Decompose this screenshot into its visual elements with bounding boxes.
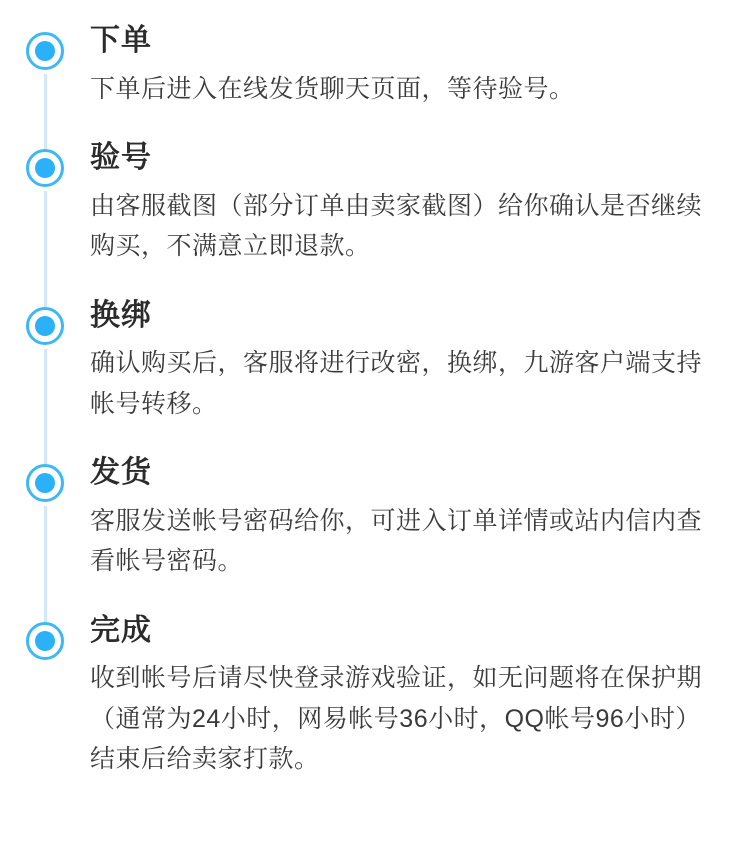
step-description: 客服发送帐号密码给你，可进入订单详情或站内信内查看帐号密码。 — [90, 506, 703, 575]
timeline-step-content — [90, 18, 728, 135]
timeline-connector — [44, 191, 47, 307]
timeline-step-content — [90, 293, 728, 451]
timeline-step-content — [90, 608, 728, 806]
step-title: 发货 — [90, 456, 152, 489]
step-description: 下单后进入在线发货聊天页面，等待验号。 — [90, 74, 575, 103]
timeline-connector — [44, 506, 47, 622]
step-description: 收到帐号后请尽快登录游戏验证，如无问题将在保护期（通常为24小时，网易帐号36小时，QQ帐号96小时）结束后给卖家打款。 — [90, 664, 703, 773]
timeline-step — [0, 135, 750, 293]
timeline-step — [0, 18, 750, 135]
timeline-step-content — [90, 450, 728, 608]
step-dot-icon — [26, 149, 64, 187]
step-description: 确认购买后，客服将进行改密，换绑，九游客户端支持帐号转移。 — [90, 349, 703, 418]
timeline-gutter — [0, 608, 90, 806]
timeline-gutter — [0, 293, 90, 451]
step-title: 下单 — [90, 24, 152, 57]
timeline-connector — [44, 74, 47, 149]
step-title: 验号 — [90, 141, 152, 174]
timeline-gutter — [0, 18, 90, 135]
step-dot-icon — [26, 307, 64, 345]
step-description: 由客服截图（部分订单由卖家截图）给你确认是否继续购买，不满意立即退款。 — [90, 191, 703, 260]
step-dot-icon — [26, 464, 64, 502]
timeline-gutter — [0, 135, 90, 293]
timeline-step — [0, 450, 750, 608]
step-title: 换绑 — [90, 298, 152, 332]
step-dot-icon — [26, 32, 64, 70]
timeline-step — [0, 608, 750, 806]
step-title: 完成 — [90, 613, 152, 647]
timeline-connector — [44, 349, 47, 465]
timeline-step — [0, 293, 750, 451]
step-dot-icon — [26, 622, 64, 660]
timeline-step-content — [90, 135, 728, 293]
timeline-gutter — [0, 450, 90, 608]
